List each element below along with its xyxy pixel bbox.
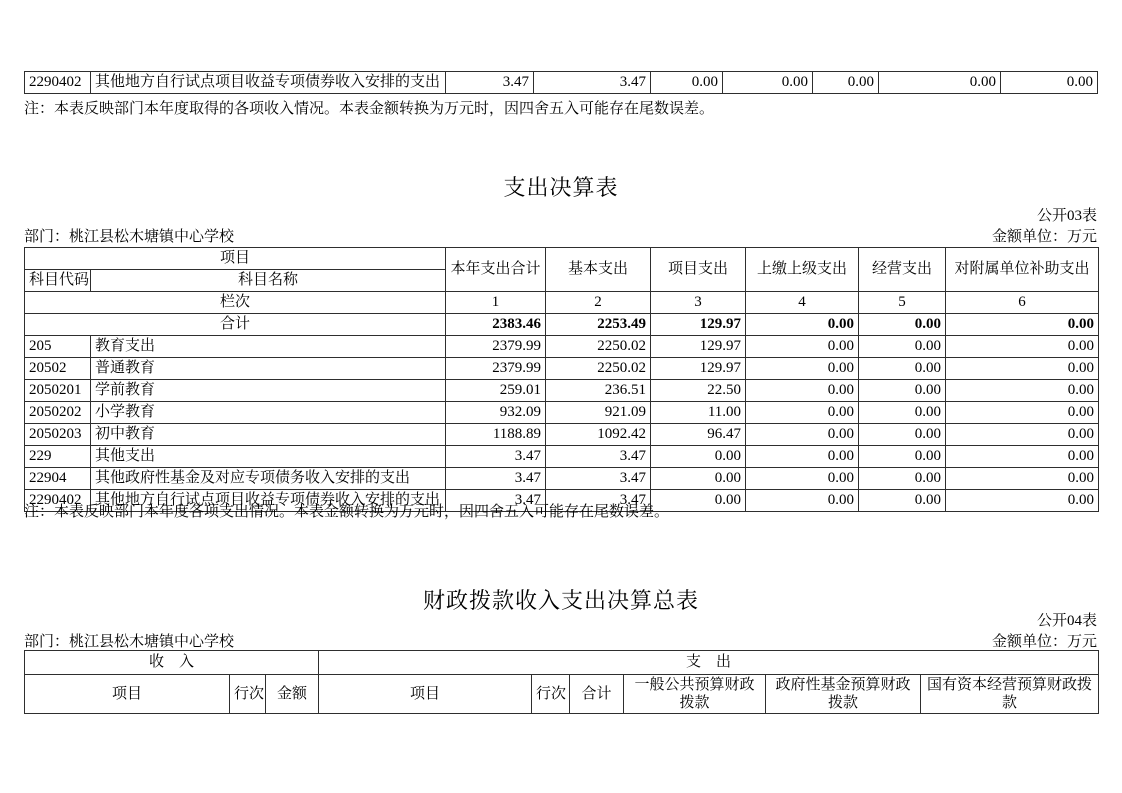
cell-value: 3.47: [446, 468, 546, 490]
column-header: 项目支出: [651, 248, 746, 292]
cell-value: 0.00: [859, 402, 946, 424]
cell-value: 0.00: [651, 446, 746, 468]
cell-subject-name: 普通教育: [91, 358, 446, 380]
cell-value: 0.00: [651, 72, 723, 94]
cell-value: 3.47: [534, 72, 651, 94]
cell-value: 0.00: [859, 314, 946, 336]
cell-value: 2253.49: [546, 314, 651, 336]
unit-label: 金额单位：万元: [991, 634, 1097, 650]
header-group-row: [25, 651, 1099, 675]
column-header: 行次: [230, 675, 266, 714]
cell-value: 0.00: [651, 490, 746, 512]
table-row: [25, 468, 1099, 490]
cell-value: 0.00: [879, 72, 1001, 94]
table-row: [25, 424, 1099, 446]
cell-value: 0.00: [746, 358, 859, 380]
cell-subject-code: 2290402: [25, 72, 91, 94]
cell-value: 0.00: [859, 336, 946, 358]
column-header: 政府性基金预算财政拨款: [766, 675, 921, 714]
cell-subject-code: 2050202: [25, 402, 91, 424]
cell-value: 2379.99: [446, 336, 546, 358]
lanci-label: 栏次: [25, 292, 446, 314]
cell-value: 0.00: [746, 424, 859, 446]
column-header: 国有资本经营预算财政拨款: [921, 675, 1099, 714]
table-row: [25, 72, 1098, 94]
cell-subject-code: 205: [25, 336, 91, 358]
cell-value: 129.97: [651, 314, 746, 336]
cell-value: 0.00: [859, 468, 946, 490]
cell-value: 0.00: [946, 358, 1099, 380]
cell-value: 11.00: [651, 402, 746, 424]
cell-value: 0.00: [746, 490, 859, 512]
cell-value: 0.00: [723, 72, 813, 94]
column-header: 一般公共预算财政拨款: [624, 675, 766, 714]
cell-value: 0.00: [859, 358, 946, 380]
cell-subject-code: 229: [25, 446, 91, 468]
cell-value: 0.00: [946, 446, 1099, 468]
cell-value: 236.51: [546, 380, 651, 402]
cell-value: 0.00: [946, 314, 1099, 336]
cell-value: 0.00: [746, 402, 859, 424]
cell-value: 3.47: [446, 446, 546, 468]
cell-value: 3.47: [446, 72, 534, 94]
column-header: 上缴上级支出: [746, 248, 859, 292]
department-label: 部门：桃江县松木塘镇中心学校: [24, 229, 235, 245]
cell-value: 3.47: [546, 446, 651, 468]
cell-value: 3.47: [446, 490, 546, 512]
cell-value: 22.50: [651, 380, 746, 402]
lanci-num: 6: [946, 292, 1099, 314]
table-row: [25, 402, 1099, 424]
cell-subject-code: 20502: [25, 358, 91, 380]
cell-value: 96.47: [651, 424, 746, 446]
cell-subject-code: 2290402: [25, 490, 91, 512]
cell-subject-name: 其他支出: [91, 446, 446, 468]
cell-subject-code: 2050203: [25, 424, 91, 446]
expense-group-header: 支 出: [319, 651, 1099, 675]
cell-value: 259.01: [446, 380, 546, 402]
cell-subject-name: 教育支出: [91, 336, 446, 358]
cell-value: 2383.46: [446, 314, 546, 336]
lanci-row: [25, 292, 1099, 314]
cell-value: 0.00: [746, 314, 859, 336]
cell-subject-code: 22904: [25, 468, 91, 490]
expenditure-table-title: 支出决算表: [503, 175, 619, 200]
header-row: [25, 248, 1099, 270]
lanci-num: 5: [859, 292, 946, 314]
cell-value: 0.00: [859, 490, 946, 512]
lanci-num: 2: [546, 292, 651, 314]
table-row: [25, 446, 1099, 468]
cell-value: 0.00: [946, 490, 1099, 512]
column-header: 对附属单位补助支出: [946, 248, 1099, 292]
column-header: 项目: [319, 675, 532, 714]
column-header: 本年支出合计: [446, 248, 546, 292]
cell-value: 0.00: [946, 336, 1099, 358]
expenditure-table-note: 注：本表反映部门本年度各项支出情况。本表金额转换为万元时，因四舍五入可能存在尾数误差。: [24, 504, 670, 520]
cell-value: 1188.89: [446, 424, 546, 446]
cell-value: 0.00: [946, 380, 1099, 402]
total-row: [25, 314, 1099, 336]
cell-value: 0.00: [813, 72, 879, 94]
cell-value: 932.09: [446, 402, 546, 424]
cell-value: 2250.02: [546, 336, 651, 358]
column-header-name: 科目名称: [91, 270, 446, 292]
cell-value: 0.00: [746, 446, 859, 468]
sheet-label: 公开03表: [1036, 208, 1097, 224]
column-header: 行次: [532, 675, 570, 714]
cell-value: 0.00: [746, 468, 859, 490]
column-header-code: 科目代码: [25, 270, 91, 292]
cell-subject-name: 其他地方自行试点项目收益专项债券收入安排的支出: [91, 490, 446, 512]
header-row: [25, 675, 1099, 714]
cell-subject-name: 其他政府性基金及对应专项债务收入安排的支出: [91, 468, 446, 490]
cell-value: 2379.99: [446, 358, 546, 380]
fiscal-summary-table: [24, 650, 1099, 714]
cell-subject-name: 其他地方自行试点项目收益专项债券收入安排的支出: [91, 72, 446, 94]
cell-value: 0.00: [859, 446, 946, 468]
lanci-num: 1: [446, 292, 546, 314]
column-header: 合计: [570, 675, 624, 714]
column-header: 基本支出: [546, 248, 651, 292]
cell-value: 0.00: [946, 402, 1099, 424]
cell-value: 0.00: [651, 468, 746, 490]
department-label: 部门：桃江县松木塘镇中心学校: [24, 634, 235, 650]
cell-value: 0.00: [1001, 72, 1098, 94]
cell-value: 3.47: [546, 490, 651, 512]
expenditure-table: [24, 247, 1099, 512]
cell-value: 129.97: [651, 358, 746, 380]
cell-subject-name: 初中教育: [91, 424, 446, 446]
lanci-num: 3: [651, 292, 746, 314]
cell-value: 0.00: [946, 424, 1099, 446]
cell-value: 0.00: [946, 468, 1099, 490]
table-row: [25, 358, 1099, 380]
column-header: 经营支出: [859, 248, 946, 292]
cell-value: 0.00: [859, 424, 946, 446]
cell-value: 129.97: [651, 336, 746, 358]
table-row: [25, 336, 1099, 358]
cell-value: 1092.42: [546, 424, 651, 446]
income-table-fragment: [24, 71, 1098, 94]
cell-value: 0.00: [859, 380, 946, 402]
cell-value: 3.47: [546, 468, 651, 490]
cell-value: 0.00: [746, 336, 859, 358]
lanci-num: 4: [746, 292, 859, 314]
income-table-note: 注：本表反映部门本年度取得的各项收入情况。本表金额转换为万元时，因四舍五入可能存在尾数误差。: [24, 101, 715, 117]
income-group-header: 收 入: [25, 651, 319, 675]
cell-subject-name: 学前教育: [91, 380, 446, 402]
cell-value: 2250.02: [546, 358, 651, 380]
cell-subject-code: 2050201: [25, 380, 91, 402]
total-label: 合计: [25, 314, 446, 336]
unit-label: 金额单位：万元: [991, 229, 1097, 245]
cell-subject-name: 小学教育: [91, 402, 446, 424]
table-row: [25, 380, 1099, 402]
column-header: 项目: [25, 675, 230, 714]
cell-value: 921.09: [546, 402, 651, 424]
column-header: 金额: [266, 675, 319, 714]
cell-value: 0.00: [746, 380, 859, 402]
column-header-project: 项目: [25, 248, 446, 270]
fiscal-table-title: 财政拨款收入支出决算总表: [422, 588, 699, 613]
sheet-label: 公开04表: [1036, 613, 1097, 629]
